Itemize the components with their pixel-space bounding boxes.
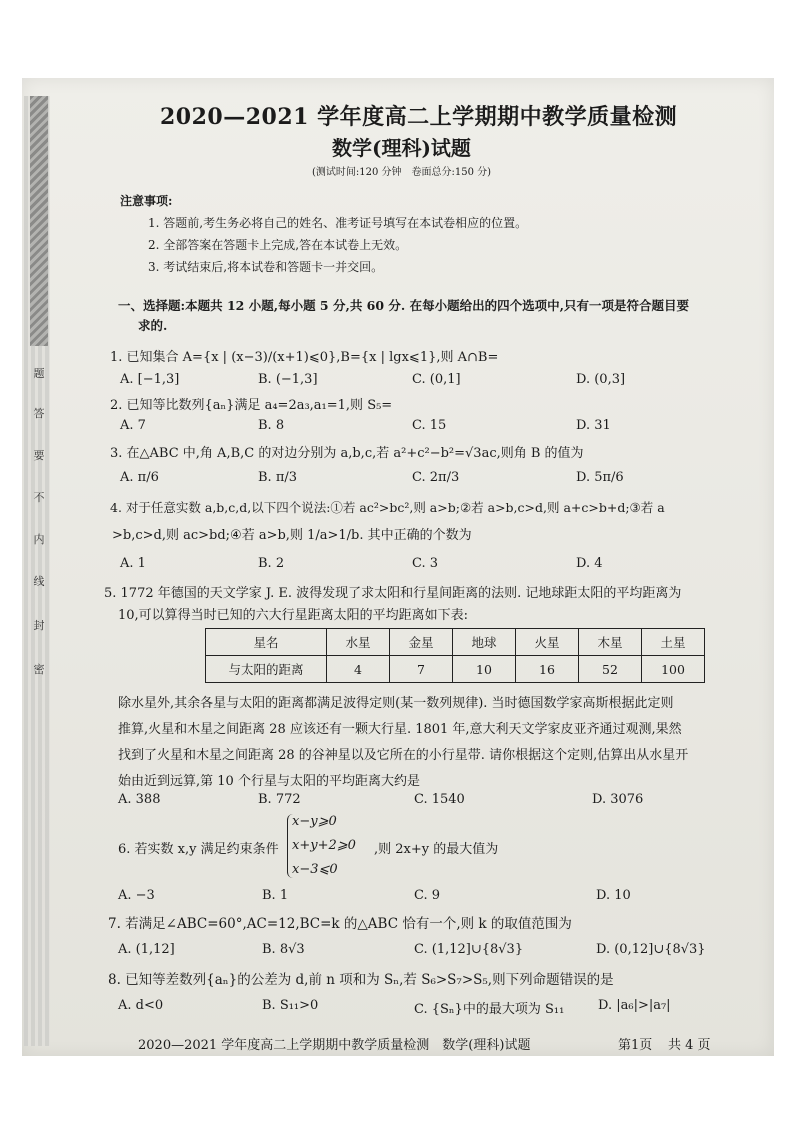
q6-option-c: C. 9 xyxy=(414,888,441,903)
footer-total: 共 4 页 xyxy=(668,1038,711,1053)
q4-option-d: D. 4 xyxy=(576,556,603,571)
seal-char: 封 xyxy=(33,619,45,632)
planet-distance-table xyxy=(205,628,705,683)
table-cell: 4 xyxy=(327,656,390,683)
table-cell: 100 xyxy=(642,656,705,683)
table-header-row xyxy=(206,629,705,656)
q3-option-d: D. 5π/6 xyxy=(576,470,624,485)
q2-option-c: C. 15 xyxy=(412,418,447,433)
table-cell: 地球 xyxy=(453,629,516,656)
q3-option-b: B. π/3 xyxy=(258,470,298,485)
footer-title: 2020—2021 学年度高二上学期期中教学质量检测 数学(理科)试题 xyxy=(138,1038,531,1053)
q4-option-c: C. 3 xyxy=(412,556,439,571)
question-6-stem: 6. 若实数 x,y 满足约束条件 xyxy=(118,842,279,857)
seal-char: 密 xyxy=(33,663,45,676)
q5-option-a: A. 388 xyxy=(118,792,161,807)
q8-option-c: C. {Sₙ}中的最大项为 S₁₁ xyxy=(414,1002,565,1017)
q6-option-b: B. 1 xyxy=(262,888,289,903)
q2-option-b: B. 8 xyxy=(258,418,285,433)
table-cell: 52 xyxy=(579,656,642,683)
question-2-stem: 2. 已知等比数列{aₙ}满足 a₄=2a₃,a₁=1,则 S₅= xyxy=(110,398,393,413)
table-cell: 与太阳的距离 xyxy=(206,656,327,683)
question-6-stem-cont: ,则 2x+y 的最大值为 xyxy=(374,842,499,857)
q5-option-d: D. 3076 xyxy=(592,792,644,807)
q6-option-d: D. 10 xyxy=(596,888,631,903)
q3-option-c: C. 2π/3 xyxy=(412,470,460,485)
q8-option-a: A. d<0 xyxy=(118,998,164,1013)
q5-paragraph-line: 除水星外,其余各星与太阳的距离都满足波得定则(某一数列规律). 当时德国数学家高斯根据此定则 xyxy=(118,696,674,711)
q4-option-b: B. 2 xyxy=(258,556,285,571)
seal-char: 内 xyxy=(33,533,45,546)
question-4-stem: 4. 对于任意实数 a,b,c,d,以下四个说法:①若 ac²>bc²,则 a>b;②若 a>b,c>d,则 a+c>b+d;③若 a xyxy=(110,500,665,515)
footer-page: 第1页 xyxy=(618,1038,653,1053)
table-cell: 水星 xyxy=(327,629,390,656)
q6-option-a: A. −3 xyxy=(118,888,155,903)
table-cell: 星名 xyxy=(206,629,327,656)
seal-char: 题 xyxy=(33,367,45,380)
table-cell: 10 xyxy=(453,656,516,683)
notice-item: 1. 答题前,考生务必将自己的姓名、准考证号填写在本试卷相应的位置。 xyxy=(148,216,528,230)
q7-option-b: B. 8√3 xyxy=(262,942,305,957)
constraint: x−y⩾0 xyxy=(292,814,337,829)
table-cell: 木星 xyxy=(579,629,642,656)
q5-paragraph-line: 找到了火星和木星之间距离 28 的谷神星以及它所在的小行星带. 请你根据这个定则,估算出从水星开 xyxy=(118,748,689,763)
exam-title: 2020—2021 学年度高二上学期期中教学质量检测 xyxy=(160,104,678,130)
notice-heading: 注意事项: xyxy=(120,194,173,208)
q5-paragraph-line: 始由近到远算,第 10 个行星与太阳的平均距离大约是 xyxy=(118,774,420,789)
notice-item: 2. 全部答案在答题卡上完成,答在本试卷上无效。 xyxy=(148,238,408,252)
q7-option-d: D. (0,12]∪{8√3} xyxy=(596,942,706,957)
question-4-stem-cont: >b,c>d,则 ac>bd;④若 a>b,则 1/a>1/b. 其中正确的个数为 xyxy=(112,528,472,543)
table-cell: 16 xyxy=(516,656,579,683)
constraint: x−3⩽0 xyxy=(292,862,338,877)
table-cell: 火星 xyxy=(516,629,579,656)
q8-option-d: D. |a₆|>|a₇| xyxy=(598,998,671,1013)
table-cell: 土星 xyxy=(642,629,705,656)
question-5-stem-cont: 10,可以算得当时已知的六大行星距离太阳的平均距离如下表: xyxy=(118,608,469,623)
subject-title: 数学(理科)试题 xyxy=(332,136,471,160)
q1-option-b: B. (−1,3] xyxy=(258,372,318,387)
q5-option-b: B. 772 xyxy=(258,792,301,807)
section-heading: 一、选择题:本题共 12 小题,每小题 5 分,共 60 分. 在每小题给出的四个选项中,只有一项是符合题目要 xyxy=(118,298,689,313)
question-5-stem: 5. 1772 年德国的天文学家 J. E. 波得发现了求太阳和行星间距离的法则. 记地球距太阳的平均距离为 xyxy=(104,586,682,601)
q1-option-a: A. [−1,3] xyxy=(120,372,180,387)
question-7-stem: 7. 若满足∠ABC=60°,AC=12,BC=k 的△ABC 恰有一个,则 k 的取值范围为 xyxy=(108,916,572,932)
constraint: x+y+2⩾0 xyxy=(292,838,356,853)
question-8-stem: 8. 已知等差数列{aₙ}的公差为 d,前 n 项和为 Sₙ,若 S₆>S₇>S₅,则下列命题错误的是 xyxy=(108,972,614,988)
q1-option-d: D. (0,3] xyxy=(576,372,626,387)
question-3-stem: 3. 在△ABC 中,角 A,B,C 的对边分别为 a,b,c,若 a²+c²−b²=√3ac,则角 B 的值为 xyxy=(110,446,584,461)
q7-option-c: C. (1,12]∪{8√3} xyxy=(414,942,524,957)
section-heading-cont: 求的. xyxy=(138,318,168,333)
table-cell: 7 xyxy=(390,656,453,683)
seal-char: 答 xyxy=(33,407,45,420)
table-row xyxy=(206,656,705,683)
q3-option-a: A. π/6 xyxy=(120,470,159,485)
question-1-stem: 1. 已知集合 A={x | (x−3)/(x+1)⩽0},B={x | lgx⩽1},则 A∩B= xyxy=(110,350,499,365)
notice-item: 3. 考试结束后,将本试卷和答题卡一并交回。 xyxy=(148,260,384,274)
q2-option-a: A. 7 xyxy=(120,418,146,433)
q4-option-a: A. 1 xyxy=(120,556,146,571)
seal-char: 要 xyxy=(33,449,45,462)
q8-option-b: B. S₁₁>0 xyxy=(262,998,319,1013)
q1-option-c: C. (0,1] xyxy=(412,372,461,387)
q5-option-c: C. 1540 xyxy=(414,792,465,807)
q7-option-a: A. (1,12] xyxy=(118,942,175,957)
binding-strip-shade xyxy=(30,96,48,346)
exam-info: (测试时间:120 分钟 卷面总分:150 分) xyxy=(312,167,492,178)
q2-option-d: D. 31 xyxy=(576,418,611,433)
seal-char: 线 xyxy=(33,575,45,588)
seal-char: 不 xyxy=(33,491,45,504)
q5-paragraph-line: 推算,火星和木星之间距离 28 应该还有一颗大行星. 1801 年,意大利天文学家皮亚齐通过观测,果然 xyxy=(118,722,682,737)
table-cell: 金星 xyxy=(390,629,453,656)
